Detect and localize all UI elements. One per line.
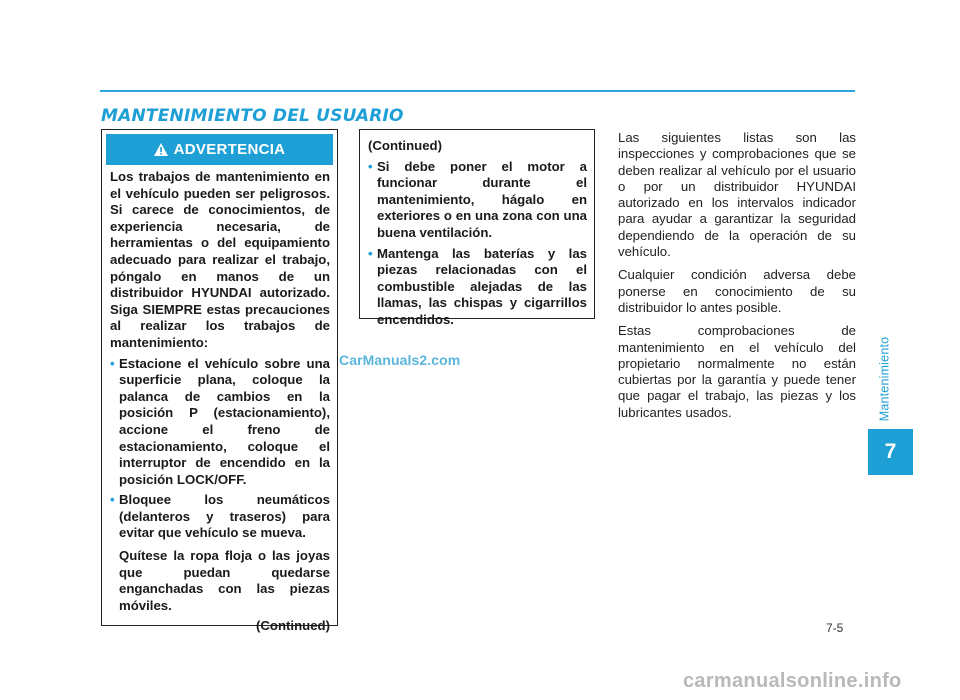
side-tab-label: [872, 328, 896, 430]
warning-triangle-icon: [154, 143, 168, 156]
footer-watermark: carmanualsonline.info: [683, 670, 902, 692]
page-number: 7-5: [826, 621, 844, 635]
continued-box: [359, 129, 595, 327]
continued-body: [360, 130, 594, 329]
side-tab-text: Mantenimiento: [877, 336, 891, 422]
continued-heading: (Continued): [368, 138, 442, 153]
continued-bullet-text: Si debe poner el motor a funcionar durante el mantenimiento, hágalo en exteriores o en una zona con una buena ventilación.: [377, 158, 587, 240]
right-paragraph: Estas comprobaciones de mantenimiento en el vehículo del propietario normalmente no están cubiertas por la garantía y puede tener que pagar el trabajo, las piezas y los lubricantes usados.: [618, 323, 856, 420]
warning-bullet-text: Estacione el vehículo sobre una superficie plana, coloque la palanca de cambios en la posición P (estacionamiento), accione el freno de estacionamiento, coloque el interruptor de encendido en la posición LOCK/OFF.: [119, 355, 330, 487]
section-title: MANTENIMIENTO DEL USUARIO: [101, 106, 404, 126]
inline-watermark: CarManuals2.com: [339, 352, 461, 368]
right-paragraph: Las siguientes listas son las inspecciones y comprobaciones que se deben realizar al vehículo por el usuario o por un distribuidor HYUNDAI autorizado en los intervalos indicador para ayudar a garantizar la seguridad dependiendo de la operación de su vehículo.: [618, 130, 856, 260]
warning-intro: Los trabajos de mantenimiento en el vehículo pueden ser peligrosos. Si carece de conocimientos, de experiencia necesaria, de herramientas o del equipamiento adecuado para realizar el trabajo, póngalo en manos de un distribuidor HYUNDAI autorizado. Siga SIEMPRE estas precauciones al realizar los trabajos de mantenimiento:: [110, 169, 330, 350]
warning-body: [102, 165, 337, 635]
bullet-dot-icon: •: [368, 245, 373, 261]
warning-header: [106, 134, 333, 165]
warning-bullet: [110, 492, 330, 542]
right-paragraph: Cualquier condición adversa debe ponerse en conocimiento de su distribuidor lo antes posible.: [618, 267, 856, 315]
continued-bullet: [368, 246, 587, 329]
right-column: [618, 130, 856, 428]
top-rule: [100, 90, 855, 92]
warning-continued: (Continued): [256, 618, 330, 634]
bullet-dot-icon: •: [368, 158, 373, 174]
warning-header-label: ADVERTENCIA: [173, 141, 286, 158]
continued-bullet-text: Mantenga las baterías y las piezas relacionadas con el combustible alejadas de las llamas, las chispas y cigarrillos encendidos.: [377, 245, 587, 327]
continued-bullet: [368, 159, 587, 242]
warning-bullet-text: Bloquee los neumáticos (delanteros y traseros) para evitar que vehículo se mueva.: [119, 492, 330, 541]
chapter-tab: 7: [868, 429, 913, 475]
warning-extra: Quítese la ropa floja o las joyas que puedan quedarse enganchadas con las piezas móviles.: [119, 548, 330, 613]
warning-box: [101, 129, 338, 634]
bullet-dot-icon: •: [110, 492, 115, 508]
bullet-dot-icon: •: [110, 355, 115, 371]
warning-bullet: [110, 356, 330, 489]
